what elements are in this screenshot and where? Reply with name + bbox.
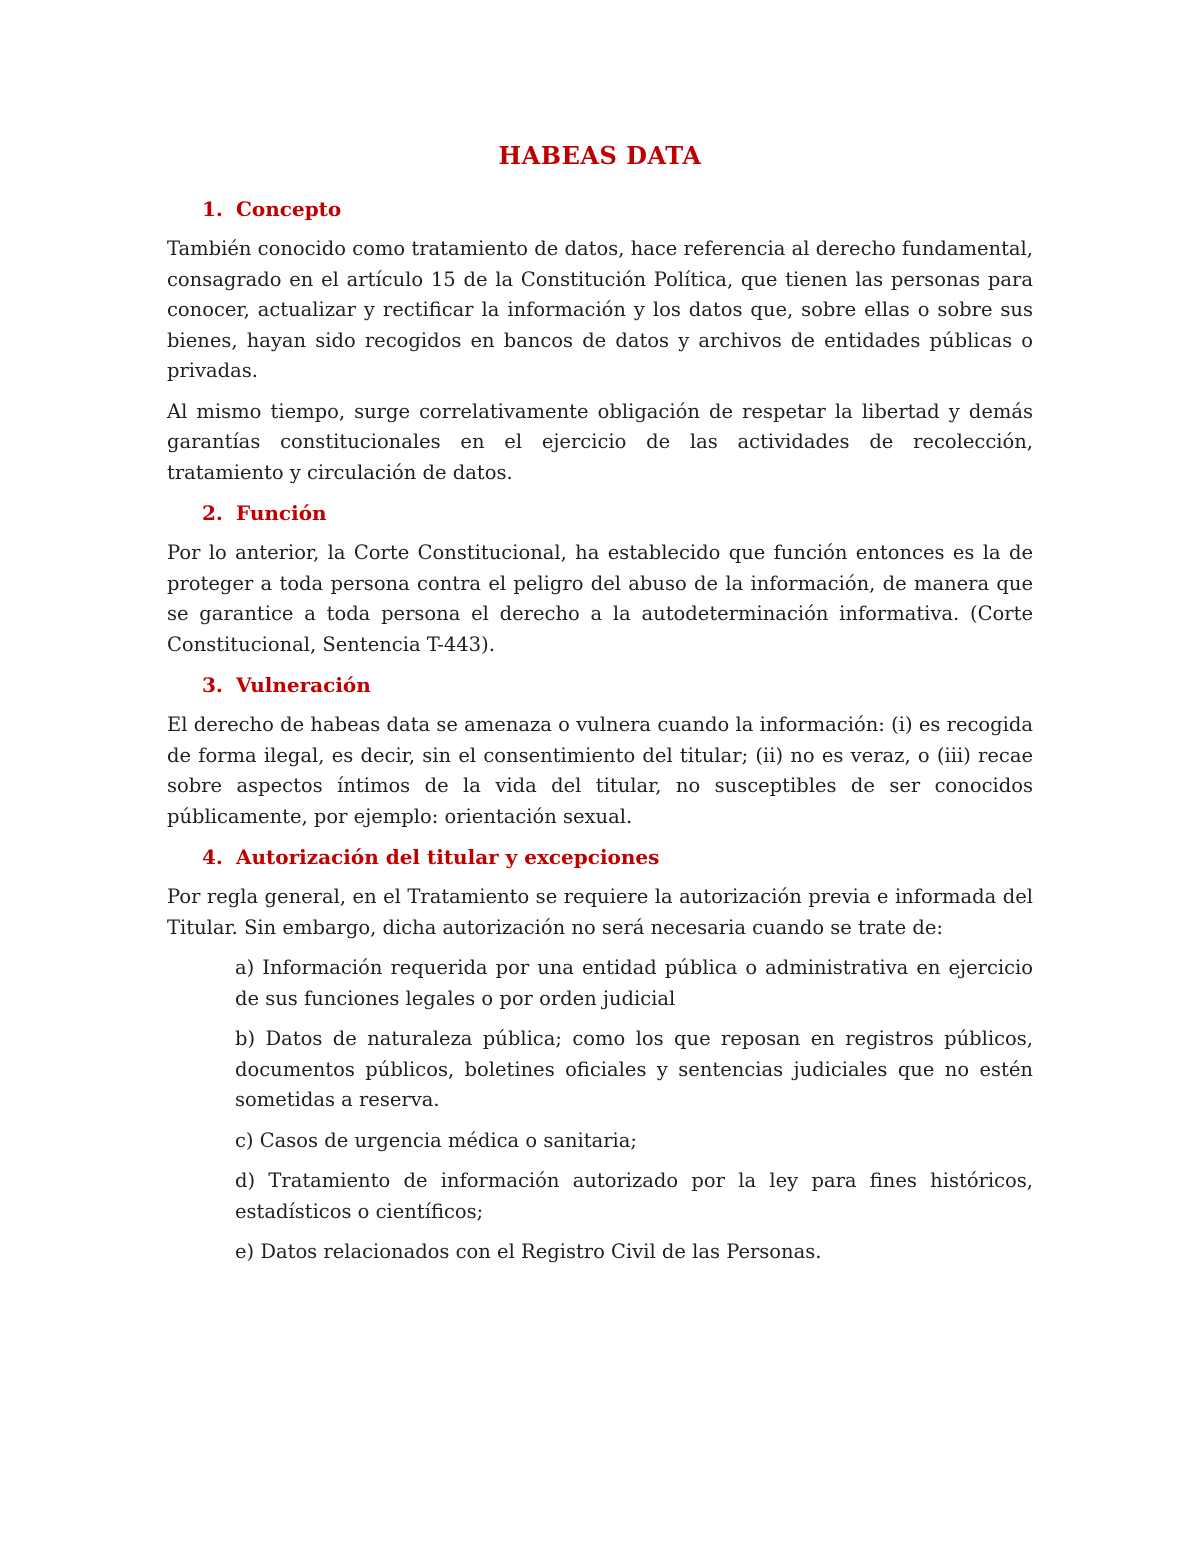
section-number: 2. [202,501,223,525]
document-title: HABEAS DATA [498,141,702,170]
section-heading-label: Autorización del titular y excepciones [236,845,660,869]
paragraph-autorizacion-1: Por regla general, en el Tratamiento se requiere la autorización previa e informada del Titular. Sin embargo, dicha autorización no será necesaria cuando se trate de: [167,885,1033,939]
exception-item-d: d) Tratamiento de información autorizado por la ley para fines históricos, estadísticos o científicos; [235,1169,1033,1223]
section-number: 4. [202,845,223,869]
paragraph-concepto-1: También conocido como tratamiento de datos, hace referencia al derecho fundamental, consagrado en el artículo 15 de la Constitución Política, que tienen las personas para conocer, actualizar y rectificar la información y los datos que, sobre ellas o sobre sus bienes, hayan sido recogidos en bancos de datos y archivos de entidades públicas o privadas. [167,237,1033,382]
section-heading-vulneracion [202,670,1033,700]
section-heading-label: Función [236,501,327,525]
section-heading-label: Concepto [236,197,342,221]
section-heading-label: Vulneración [236,673,371,697]
paragraph-vulneracion-1: El derecho de habeas data se amenaza o vulnera cuando la información: (i) es recogida de forma ilegal, es decir, sin el consentimiento del titular; (ii) no es veraz, o (iii) recae sobre aspectos íntimos de la vida del titular, no susceptibles de ser conocidos públicamente, por ejemplo: orientación sexual. [167,713,1033,828]
section-heading-funcion [202,498,1033,528]
section-number: 3. [202,673,223,697]
paragraph-concepto-2: Al mismo tiempo, surge correlativamente obligación de respetar la libertad y demás garantías constitucionales en el ejercicio de las actividades de recolección, tratamiento y circulación de datos. [167,399,1033,484]
paragraph-funcion-1: Por lo anterior, la Corte Constitucional, ha establecido que función entonces es la de proteger a toda persona contra el peligro del abuso de la información, de manera que se garantice a toda persona el derecho a la autodeterminación informativa. (Corte Constitucional, Sentencia T-443). [167,541,1033,656]
document-content [167,138,1033,1278]
exception-item-a: a) Información requerida por una entidad pública o administrativa en ejercicio de sus funciones legales o por orden judicial [235,956,1033,1010]
exception-item-c: c) Casos de urgencia médica o sanitaria; [235,1128,637,1152]
section-number: 1. [202,197,223,221]
section-heading-autorizacion [202,842,1033,872]
exception-item-b: b) Datos de naturaleza pública; como los que reposan en registros públicos, documentos públicos, boletines oficiales y sentencias judiciales que no estén sometidas a reserva. [235,1027,1033,1111]
section-heading-concepto [202,194,1033,224]
exception-item-e: e) Datos relacionados con el Registro Civil de las Personas. [235,1240,822,1263]
